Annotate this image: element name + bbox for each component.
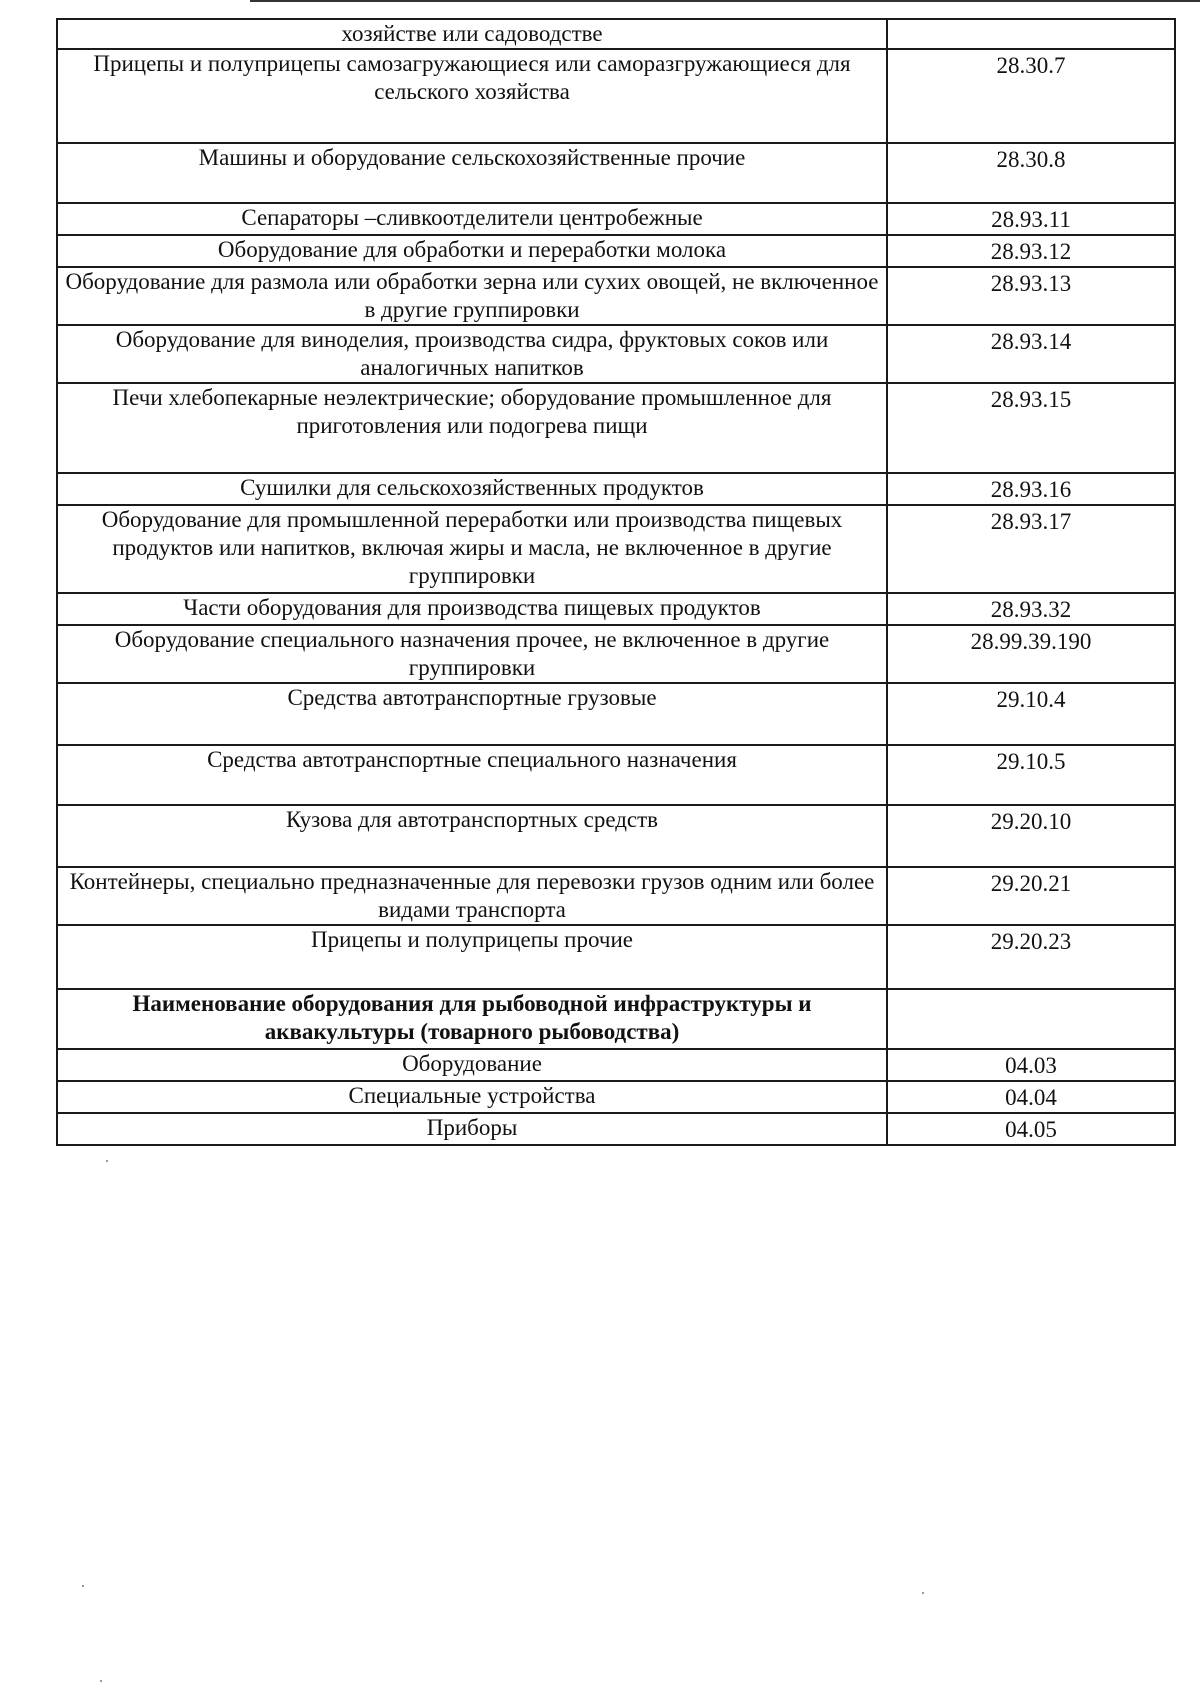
equipment-name: Печи хлебопекарные неэлектрические; оборудование промышленное для приготовления или подогрева пищи — [112, 385, 832, 438]
equipment-name-cell — [57, 745, 887, 805]
okpd-code-cell: 29.10.4 — [887, 683, 1175, 745]
equipment-name: Оборудование для размола или обработки зерна или сухих овощей, не включенное в другие группировки — [65, 269, 879, 322]
equipment-name: Оборудование для обработки и переработки молока — [217, 237, 727, 262]
okpd-code-cell: 28.93.11 — [887, 203, 1175, 235]
table-row — [57, 203, 1175, 235]
okpd-code-cell: 28.93.32 — [887, 593, 1175, 625]
okpd-code-cell — [887, 989, 1175, 1049]
equipment-name-cell — [57, 267, 887, 325]
equipment-name-cell — [57, 143, 887, 203]
equipment-name-cell — [57, 203, 887, 235]
okpd-code-cell: 28.93.13 — [887, 267, 1175, 325]
equipment-name: Кузова для автотранспортных средств — [285, 807, 659, 832]
okpd-code-cell: 04.04 — [887, 1081, 1175, 1113]
equipment-name-cell — [57, 683, 887, 745]
equipment-name: Сепараторы –сливкоотделители центробежные — [241, 205, 703, 230]
equipment-name: Средства автотранспортные специального назначения — [207, 747, 737, 772]
equipment-name: Оборудование — [402, 1051, 542, 1076]
table-row — [57, 683, 1175, 745]
table-row — [57, 1113, 1175, 1145]
table-row — [57, 19, 1175, 49]
okpd-code-cell: 28.99.39.190 — [887, 625, 1175, 683]
equipment-name-cell — [57, 325, 887, 383]
equipment-name-cell — [57, 1081, 887, 1113]
okpd-code-cell: 28.93.16 — [887, 473, 1175, 505]
okpd-code-cell: 28.93.15 — [887, 383, 1175, 473]
okpd-code-cell: 28.93.12 — [887, 235, 1175, 267]
table-row — [57, 325, 1175, 383]
table-row — [57, 1049, 1175, 1081]
okpd-code-cell: 28.30.7 — [887, 49, 1175, 143]
table-row — [57, 989, 1175, 1049]
okpd-code-cell: 28.93.17 — [887, 505, 1175, 593]
equipment-name-cell — [57, 473, 887, 505]
okpd-code-cell: 29.20.23 — [887, 925, 1175, 989]
equipment-name: Оборудование специального назначения прочее, не включенное в другие группировки — [114, 627, 830, 680]
scan-speck — [106, 1160, 108, 1162]
equipment-name: Прицепы и полуприцепы самозагружающиеся или саморазгружающиеся для сельского хозяйства — [93, 51, 851, 104]
okpd-code-cell: 28.93.14 — [887, 325, 1175, 383]
table-row — [57, 267, 1175, 325]
scan-speck — [82, 1585, 84, 1587]
equipment-name-cell — [57, 989, 887, 1049]
table-row — [57, 625, 1175, 683]
okpd-code-cell: 04.03 — [887, 1049, 1175, 1081]
okpd-code-cell: 29.10.5 — [887, 745, 1175, 805]
okpd-code-cell — [887, 19, 1175, 49]
okpd-code-cell: 29.20.21 — [887, 867, 1175, 925]
table-row — [57, 1081, 1175, 1113]
equipment-name-cell — [57, 383, 887, 473]
equipment-name: Прицепы и полуприцепы прочие — [311, 927, 633, 952]
equipment-name-cell — [57, 19, 887, 49]
equipment-classification-table — [56, 18, 1176, 1146]
equipment-name-cell — [57, 505, 887, 593]
equipment-name: Наименование оборудования для рыбоводной инфраструктуры и аквакультуры (товарного рыбоводства) — [132, 991, 812, 1044]
equipment-name: Специальные устройства — [348, 1083, 596, 1108]
okpd-code-cell: 28.30.8 — [887, 143, 1175, 203]
equipment-name-cell — [57, 625, 887, 683]
equipment-name: Оборудование для промышленной переработки или производства пищевых продуктов или напитков, включая жиры и масла, не включенное в другие группировки — [101, 507, 843, 588]
equipment-name-cell — [57, 1113, 887, 1145]
table-row — [57, 49, 1175, 143]
equipment-name-cell — [57, 805, 887, 867]
equipment-name: Оборудование для виноделия, производства сидра, фруктовых соков или аналогичных напитков — [115, 327, 829, 380]
equipment-name-cell — [57, 49, 887, 143]
equipment-name: Сушилки для сельскохозяйственных продуктов — [240, 475, 704, 500]
equipment-name-cell — [57, 235, 887, 267]
equipment-name-cell — [57, 867, 887, 925]
table-row — [57, 143, 1175, 203]
okpd-code-cell: 29.20.10 — [887, 805, 1175, 867]
equipment-name: Части оборудования для производства пищевых продуктов — [183, 595, 761, 620]
table-row — [57, 867, 1175, 925]
equipment-name-cell — [57, 593, 887, 625]
equipment-name-cell — [57, 1049, 887, 1081]
equipment-name: хозяйстве или садоводстве — [341, 21, 603, 46]
table-row — [57, 745, 1175, 805]
scan-speck — [922, 1592, 924, 1594]
scan-speck — [100, 1680, 102, 1682]
equipment-name: Машины и оборудование сельскохозяйственные прочие — [198, 145, 746, 170]
table-row — [57, 505, 1175, 593]
top-edge-line — [250, 0, 1200, 2]
table-row — [57, 805, 1175, 867]
table-row — [57, 925, 1175, 989]
table-row — [57, 383, 1175, 473]
equipment-name: Контейнеры, специально предназначенные для перевозки грузов одним или более видами транспорта — [69, 869, 875, 922]
table-row — [57, 473, 1175, 505]
table-row — [57, 593, 1175, 625]
okpd-code-cell: 04.05 — [887, 1113, 1175, 1145]
equipment-name-cell — [57, 925, 887, 989]
table-row — [57, 235, 1175, 267]
equipment-name: Приборы — [426, 1115, 518, 1140]
equipment-name: Средства автотранспортные грузовые — [287, 685, 657, 710]
table-body — [57, 19, 1175, 1145]
